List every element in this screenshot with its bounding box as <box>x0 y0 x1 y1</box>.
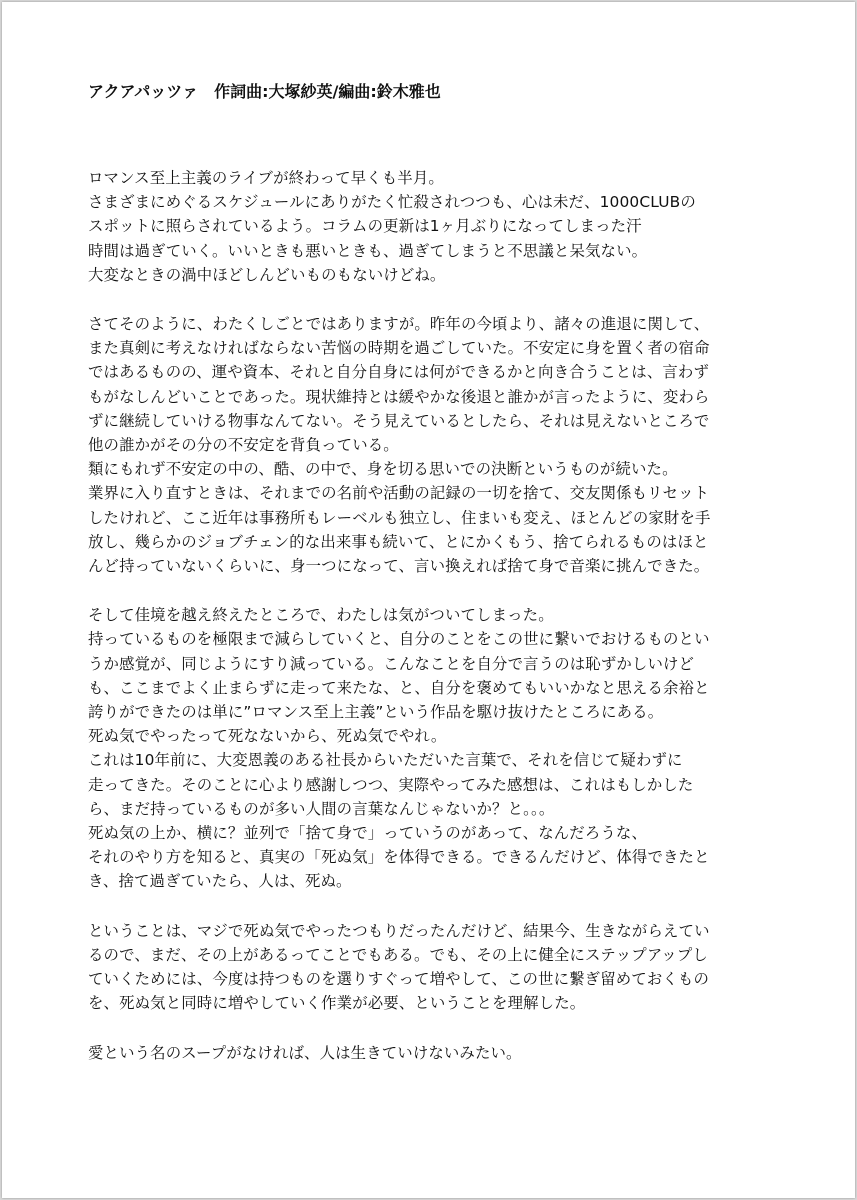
text-line: これは10年前に、大変恩義のある社長からいただいた言葉で、それを信じて疑わずに <box>88 751 683 770</box>
text-line: ロマンス至上主義のライブが終わって早くも半月。 <box>88 169 444 187</box>
text-line: んど持っていないくらいに、身一つになって、言い換えれば捨て身で音楽に挑んできた。 <box>88 557 710 576</box>
text-line: それのやり方を知ると、真実の「死ぬ気」を体得できる。できるんだけど、体得できたと <box>88 848 710 867</box>
paragraph-1 <box>88 166 788 287</box>
document-page <box>2 2 855 1198</box>
song-title: アクアパッツァ 作詞曲:大塚紗英/編曲:鈴木雅也 <box>88 82 441 101</box>
text-line: 死ぬ気の上か、横に？並列で「捨て身で」っていうのがあって、なんだろうな、 <box>88 824 648 843</box>
text-line: 他の誰かがその分の不安定を背負っている。 <box>88 436 399 455</box>
text-line: ではあるものの、運や資本、それと自分自身には何ができるかと向き合うことは、言わず <box>88 363 710 382</box>
text-line: さまざまにめぐるスケジュールにありがたく忙殺されつつも、心は未だ、1000CLUBの <box>88 193 696 212</box>
text-line: 放し、幾らかのジョブチェン的な出来事も続いて、とにかくもう、捨てられるものはほと <box>88 532 709 551</box>
text-line: ていくためには、今度は持つものを選りすぐって増やして、この世に繋ぎ留めておくもの <box>88 970 710 989</box>
text-line: き、捨て過ぎていたら、人は、死ぬ。 <box>88 872 352 891</box>
text-line: さてそのように、わたくしごとではありますが。昨年の今頃より、諸々の進退に関して、 <box>88 315 710 334</box>
text-line: 走ってきた。そのことに心より感謝しつつ、実際やってみた感想は、これはもしかした <box>88 775 694 794</box>
text-line: 死ぬ気でやったって死なないから、死ぬ気でやれ。 <box>88 727 447 746</box>
document-body <box>88 80 788 1090</box>
paragraph-3 <box>88 603 788 893</box>
paragraph-2 <box>88 312 788 578</box>
text-line: 業界に入り直すときは、それまでの名前や活動の記録の一切を捨て、交友関係もリセット <box>88 484 710 503</box>
text-line: ら、まだ持っているものが多い人間の言葉なんじゃないか？と。。。 <box>88 799 555 818</box>
text-line: 持っているものを極限まで減らしていくと、自分のことをこの世に繋いでおけるものとい <box>88 630 710 649</box>
text-line: 愛という名のスープがなければ、人は生きていけないみたい。 <box>88 1043 522 1062</box>
text-line: を、死ぬ気と同時に増やしていく作業が必要、ということを理解した。 <box>88 994 586 1013</box>
text-line: スポットに照らされているよう。コラムの更新は1ヶ月ぶりになってしまった汗 <box>88 217 642 236</box>
text-line: もがなしんどいことであった。現状維持とは緩やかな後退と誰かが言ったように、変わら <box>88 387 710 406</box>
text-line: うか感覚が、同じようにすり減っている。こんなことを自分で言うのは恥ずかしいけど <box>88 654 695 673</box>
text-line: も、ここまでよく止まらずに走って来たな、と、自分を褒めてもいいかなと思える余裕と <box>88 678 710 697</box>
paragraph-4 <box>88 919 788 1016</box>
text-line: 大変なときの渦中ほどしんどいものもないけどね。 <box>88 265 446 284</box>
text-line: したけれど、ここ近年は事務所もレーベルも独立し、住まいも変え、ほとんどの家財を手 <box>88 508 711 527</box>
text-line: るので、まだ、その上があるってことでもある。でも、その上に健全にステップアップし <box>88 945 708 964</box>
text-line: 誇りができたのは単に”ロマンス至上主義”という作品を駆け抜けたところにある。 <box>88 703 664 722</box>
text-line: また真剣に考えなければならない苦悩の時期を過ごしていた。不安定に身を置く者の宿命 <box>88 339 710 358</box>
text-line: そして佳境を越え終えたところで、わたしは気がついてしまった。 <box>88 606 554 625</box>
text-line: 類にもれず不安定の中の、酷、の中で、身を切る思いでの決断というものが続いた。 <box>88 460 678 479</box>
paragraph-5 <box>88 1041 788 1065</box>
text-line: ずに継続していける物事なんてない。そう見えているとしたら、それは見えないところで <box>88 411 710 430</box>
text-line: 時間は過ぎていく。いいときも悪いときも、過ぎてしまうと不思議と呆気ない。 <box>88 241 648 260</box>
text-line: ということは、マジで死ぬ気でやったつもりだったんだけど、結果今、生きながらえてい <box>88 921 710 940</box>
